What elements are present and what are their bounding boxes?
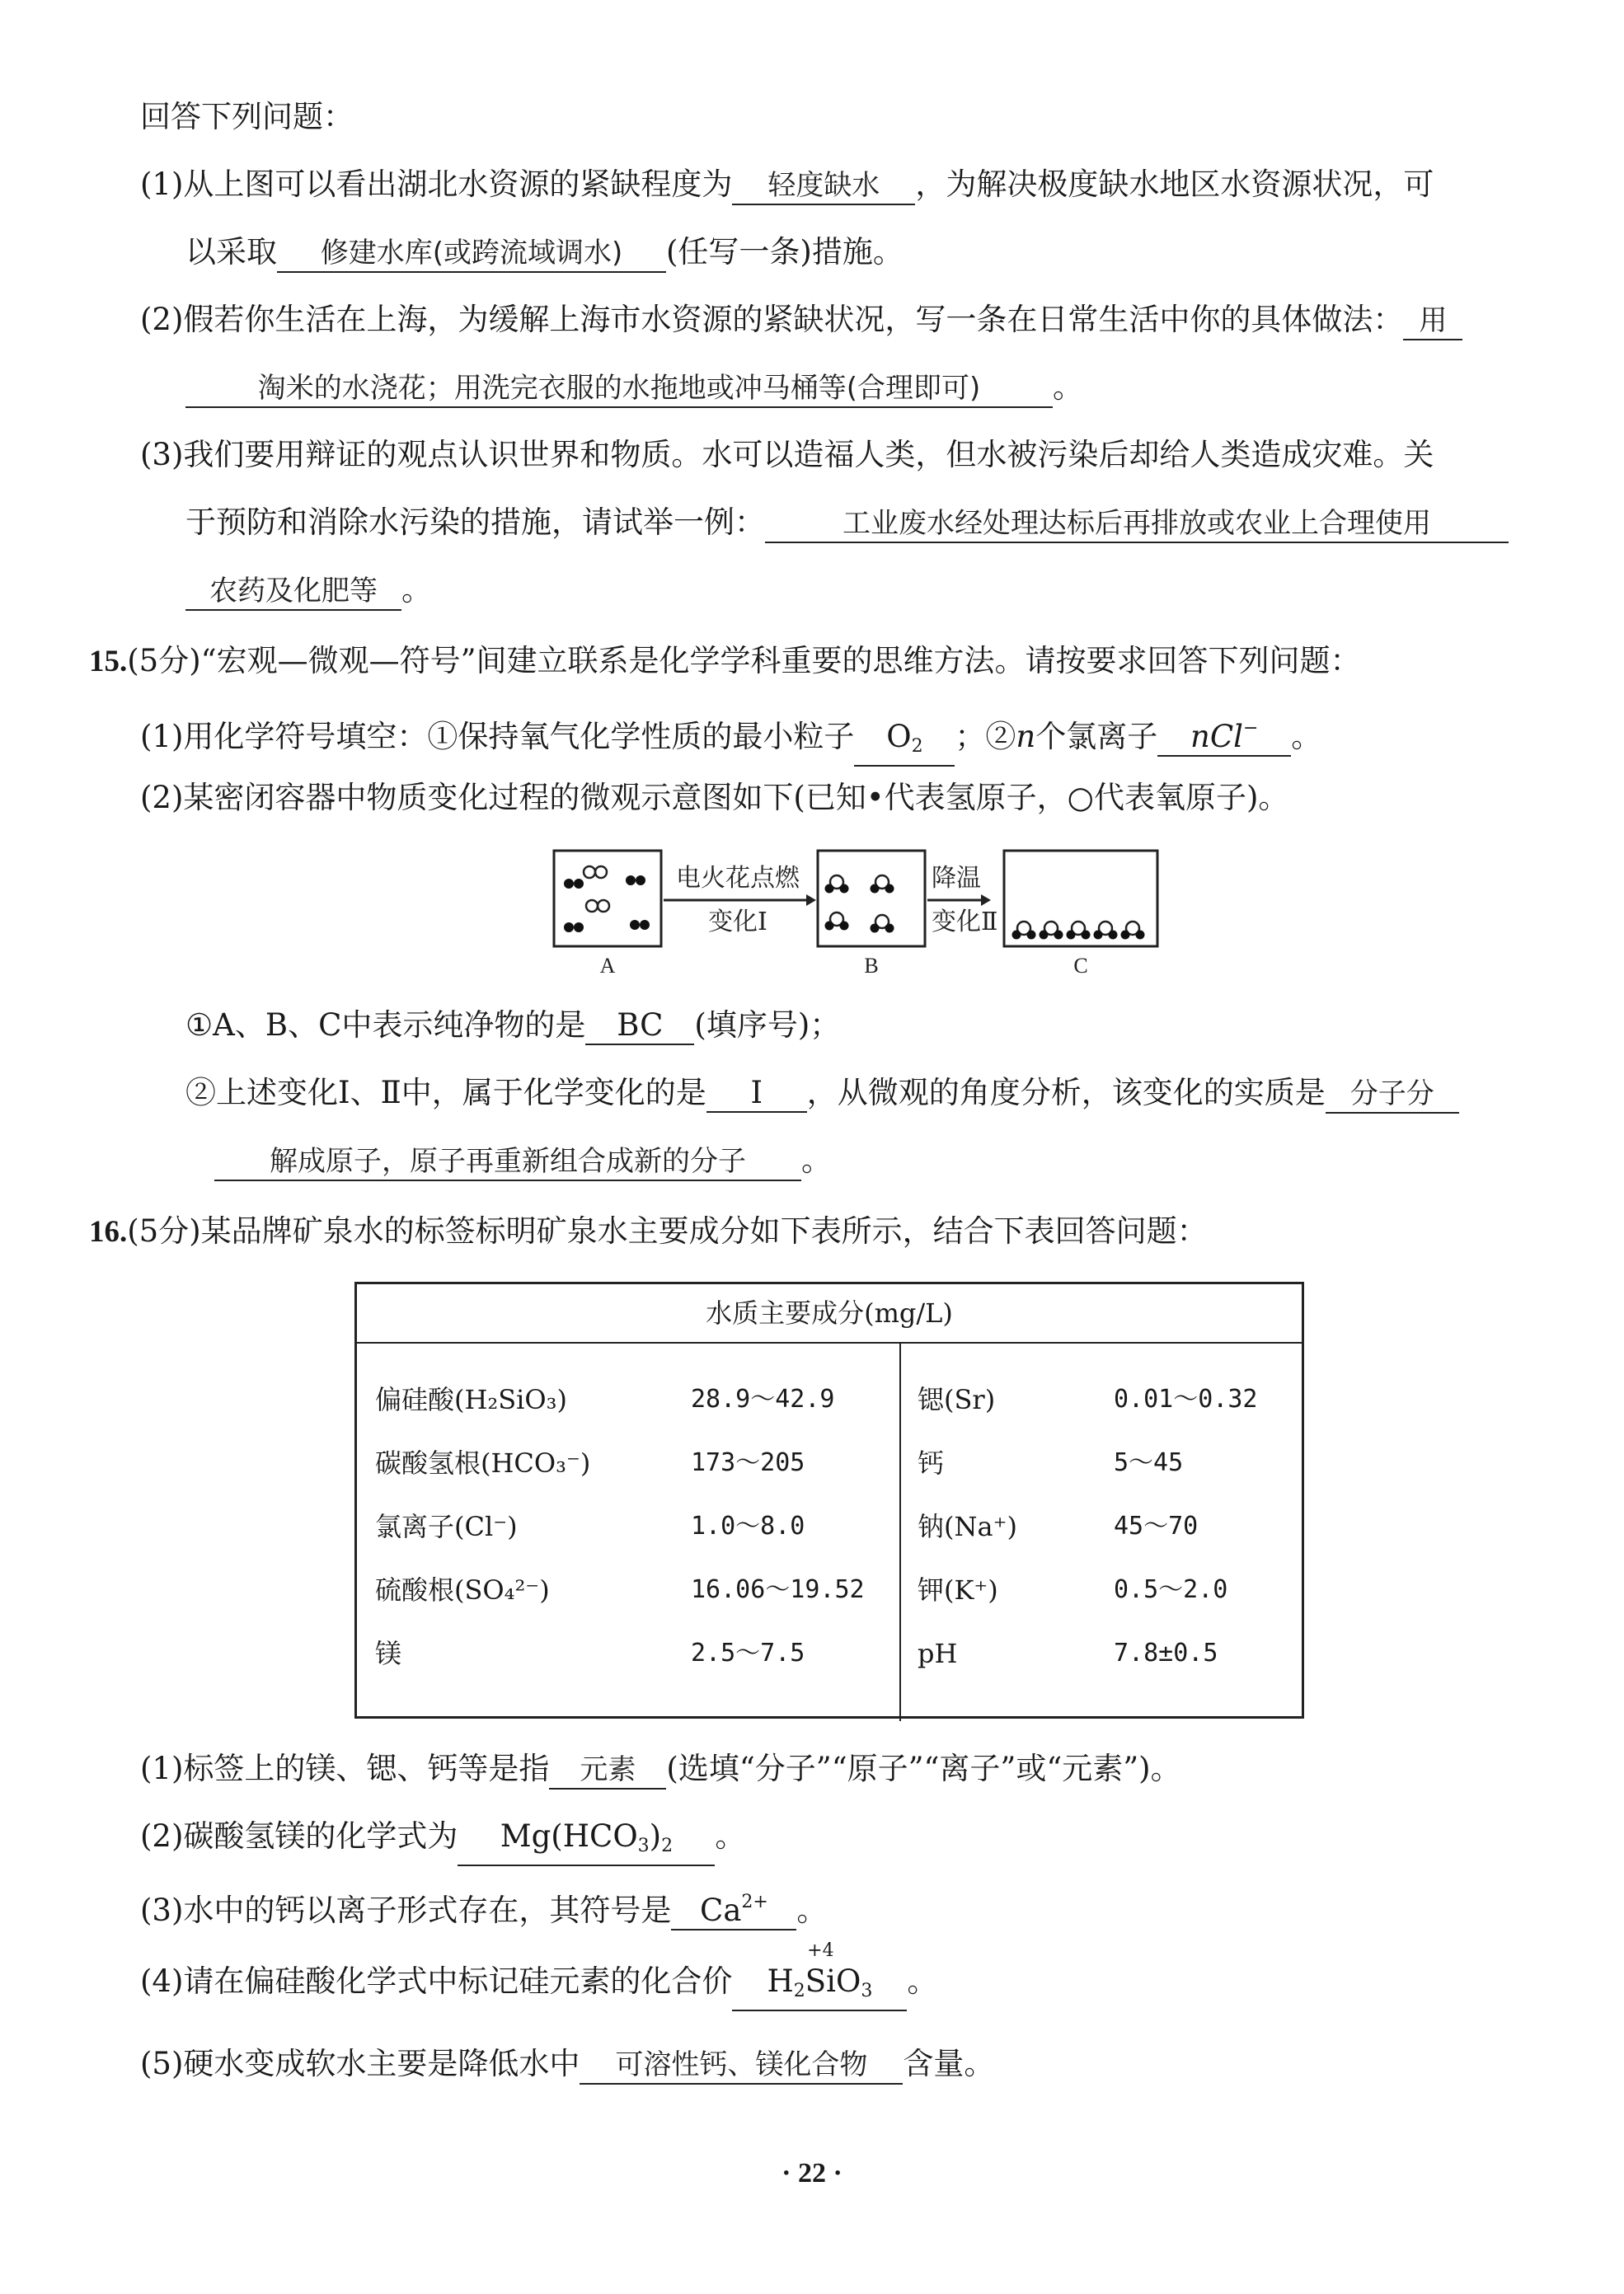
q14-p1-answer2: 修建水库(或跨流域调水) (277, 235, 666, 273)
box-b-water-molecules (825, 875, 894, 933)
q15-p1-text-d: 。 (1291, 719, 1322, 754)
table-divider (899, 1342, 901, 1721)
q15-p1-text-b: ；② (955, 719, 1016, 754)
q16-p1-text-b: (选填“分子”“原子”“离子”或“元素”)。 (666, 1751, 1181, 1786)
right-name-2: 钠(Na⁺) (918, 1511, 1017, 1542)
q16-p4-si: Si (805, 1963, 836, 1999)
q16-p5-answer: 可溶性钙、镁化合物 (580, 2047, 903, 2085)
q16-part3 (140, 1884, 827, 1930)
left-value-3: 16.06～19.52 (691, 1575, 865, 1604)
q16-p3-text-a: (3)水中的钙以离子形式存在，其符号是 (140, 1893, 672, 1928)
q16-p3-answer-sup: 2+ (741, 1892, 768, 1912)
label-c: C (1073, 954, 1088, 978)
q14-p3-text-b: 于预防和消除水污染的措施，请试举一例： (185, 504, 765, 540)
label-a: A (599, 954, 616, 978)
q14-p1-text-d: (任写一条)措施。 (666, 234, 904, 270)
q16-p2-answer (458, 1818, 715, 1866)
left-value-0: 28.9～42.9 (691, 1385, 835, 1414)
right-name-3: 钾(K⁺) (918, 1574, 998, 1606)
arrow-1-head (806, 894, 816, 906)
q16-p3-answer (671, 1884, 796, 1930)
q16-p1-text-a: (1)标签上的镁、锶、钙等是指 (140, 1751, 550, 1786)
q16-part4 (140, 1940, 938, 2011)
q16-part1 (140, 1749, 1181, 1790)
q15-part2: (2)某密闭容器中物质变化过程的微观示意图如下(已知•代表氢原子，○代表氧原子)。 (140, 780, 1289, 815)
q16-p4-o: O (835, 1963, 861, 1999)
q14-part3-line2 (185, 503, 1509, 543)
left-name-2: 氯离子(Cl⁻) (375, 1511, 518, 1542)
q14-p2-text-a: (2)假若你生活在上海，为缓解上海市水资源的紧缺状况，写一条在日常生活中你的具体做法： (140, 302, 1404, 337)
q15-p4-text-c: 。 (801, 1142, 832, 1178)
q16-p4-h: H (767, 1963, 794, 1999)
q15-p3-text-b: (填序号)； (694, 1007, 841, 1043)
q15-p1-answer1-base: O (886, 719, 912, 754)
left-name-1: 碳酸氢根(HCO₃⁻) (375, 1447, 591, 1479)
left-name-0: 偏硅酸(H₂SiO₃) (375, 1384, 567, 1415)
arrow-1-top-label: 电火花点燃 (676, 864, 800, 893)
q14-p2-answer1: 用 (1403, 303, 1462, 340)
q16-part2 (140, 1817, 745, 1866)
right-value-2: 45～70 (1114, 1512, 1199, 1541)
q14-p1-text-b: ，为解决极度缺水地区水资源状况，可 (915, 167, 1434, 202)
q16-p4-valence: +4 (807, 1940, 834, 1961)
q15-p4-answer2: 分子分 (1326, 1076, 1459, 1114)
q15-p1-n: n (1016, 719, 1036, 754)
q14-p3-answer1: 工业废水经处理达标后再排放或农业上合理使用 (765, 505, 1509, 543)
q16-p3-text-b: 。 (796, 1893, 828, 1928)
box-c-liquid-water (1012, 922, 1145, 940)
q14-part3-line1: (3)我们要用辩证的观点认识世界和物质。水可以造福人类，但水被污染后却给人类造成灾难。关 (140, 437, 1434, 472)
q16-p2-text-a: (2)碳酸氢镁的化学式为 (140, 1818, 458, 1854)
q15-p3-text-a: ①A、B、C中表示纯净物的是 (185, 1007, 586, 1043)
q14-p2-text-b: 。 (1053, 369, 1083, 405)
q15-p1-text-c: 个氯离子 (1035, 719, 1158, 754)
mineral-water-table (354, 1282, 1304, 1719)
q14-p3-answer2: 农药及化肥等 (185, 573, 401, 611)
q15-stem-text: (5分)“宏观—微观—符号”间建立联系是化学学科重要的思维方法。请按要求回答下列问题： (127, 643, 1361, 678)
q16-stem (89, 1212, 1208, 1252)
q16-p1-answer: 元素 (549, 1752, 666, 1790)
right-name-1: 钙 (918, 1447, 945, 1479)
q15-part3 (185, 1006, 840, 1045)
q16-p2-answer-b: ) (649, 1818, 662, 1854)
left-value-4: 2.5～7.5 (691, 1639, 805, 1668)
arrow-2-head (981, 894, 991, 906)
q14-p1-text-c: 以采取 (185, 234, 277, 270)
right-name-4: pH (918, 1638, 958, 1669)
q16-p4-text-a: (4)请在偏硅酸化学式中标记硅元素的化合价 (140, 1963, 733, 1999)
q16-part5 (140, 2044, 994, 2085)
q16-p2-answer-sub2: 2 (661, 1836, 674, 1856)
left-value-1: 173～205 (691, 1448, 805, 1477)
q15-p3-answer: BC (585, 1007, 694, 1045)
q16-p5-text-b: 含量。 (903, 2046, 995, 2081)
box-a-oxygen-molecules (584, 866, 609, 912)
q15-p1-answer1 (854, 719, 955, 767)
q14-part2-line1 (140, 300, 1462, 340)
q14-part2-line2 (185, 368, 1083, 408)
q15-p1-answer2-base: nCl (1190, 719, 1244, 754)
right-value-3: 0.5～2.0 (1114, 1575, 1228, 1604)
micro-diagram (552, 849, 1162, 981)
q14-part1-line1 (140, 165, 1434, 205)
q16-number: 16. (89, 1215, 128, 1249)
box-a-hydrogen-molecules (564, 875, 650, 932)
q16-p4-answer (732, 1940, 907, 2011)
q15-p1-answer2 (1157, 711, 1291, 757)
right-name-0: 锶(Sr) (918, 1384, 996, 1415)
left-name-3: 硫酸根(SO₄²⁻) (375, 1574, 550, 1606)
q16-p5-text-a: (5)硬水变成软水主要是降低水中 (140, 2046, 580, 2081)
left-name-4: 镁 (375, 1638, 402, 1669)
q15-p1-text-a: (1)用化学符号填空：①保持氧气化学性质的最小粒子 (140, 719, 855, 754)
intro-text: 回答下列问题： (140, 99, 354, 134)
left-value-2: 1.0～8.0 (691, 1512, 805, 1541)
q16-p2-answer-a: Mg(HCO (500, 1818, 638, 1854)
q16-p4-text-b: 。 (907, 1963, 938, 1999)
q15-p1-answer1-sub: 2 (911, 736, 923, 757)
box-b (818, 851, 925, 946)
q16-p3-answer-base: Ca (700, 1893, 742, 1928)
q15-p1-answer2-sup: − (1243, 718, 1259, 739)
q15-part4-line1 (185, 1073, 1459, 1114)
q14-p1-text-a: (1)从上图可以看出湖北水资源的紧缺程度为 (140, 167, 733, 202)
arrow-2-bottom-label: 变化Ⅱ (932, 908, 998, 936)
q15-p4-answer1: Ⅰ (706, 1075, 807, 1113)
table-header: 水质主要成分(mg/L) (357, 1284, 1302, 1344)
q15-number: 15. (89, 645, 128, 678)
q16-p4-sub2: 2 (793, 1981, 805, 2001)
q16-stem-text: (5分)某品牌矿泉水的标签标明矿泉水主要成分如下表所示，结合下表回答问题： (127, 1213, 1208, 1249)
q16-p4-sub3: 3 (861, 1981, 873, 2001)
right-value-4: 7.8±0.5 (1114, 1639, 1218, 1668)
q14-p3-text-c: 。 (401, 572, 432, 608)
page-number: · 22 · (781, 2158, 843, 2188)
q15-p4-answer3: 解成原子，原子再重新组合成新的分子 (214, 1143, 801, 1181)
q15-part4-line2 (214, 1141, 832, 1181)
q15-part1 (140, 711, 1321, 767)
right-value-0: 0.01～0.32 (1114, 1385, 1258, 1414)
arrow-2-top-label: 降温 (932, 864, 981, 893)
q16-p2-text-b: 。 (715, 1818, 746, 1854)
q14-p2-answer2: 淘米的水浇花；用洗完衣服的水拖地或冲马桶等(合理即可) (185, 370, 1053, 408)
right-value-1: 5～45 (1114, 1448, 1184, 1477)
label-b: B (864, 954, 879, 978)
q15-p4-text-a: ②上述变化Ⅰ、Ⅱ中，属于化学变化的是 (185, 1075, 706, 1110)
arrow-1-bottom-label: 变化Ⅰ (708, 908, 767, 936)
q14-p1-answer1: 轻度缺水 (732, 167, 915, 205)
q15-stem (89, 641, 1361, 682)
q15-p4-text-b: ，从微观的角度分析，该变化的实质是 (806, 1075, 1326, 1110)
q14-part3-line3 (185, 570, 432, 611)
q16-p2-answer-sub1: 3 (637, 1836, 650, 1856)
q14-part1-line2 (185, 232, 904, 273)
q16-p4-si-wrap (805, 1940, 836, 2000)
